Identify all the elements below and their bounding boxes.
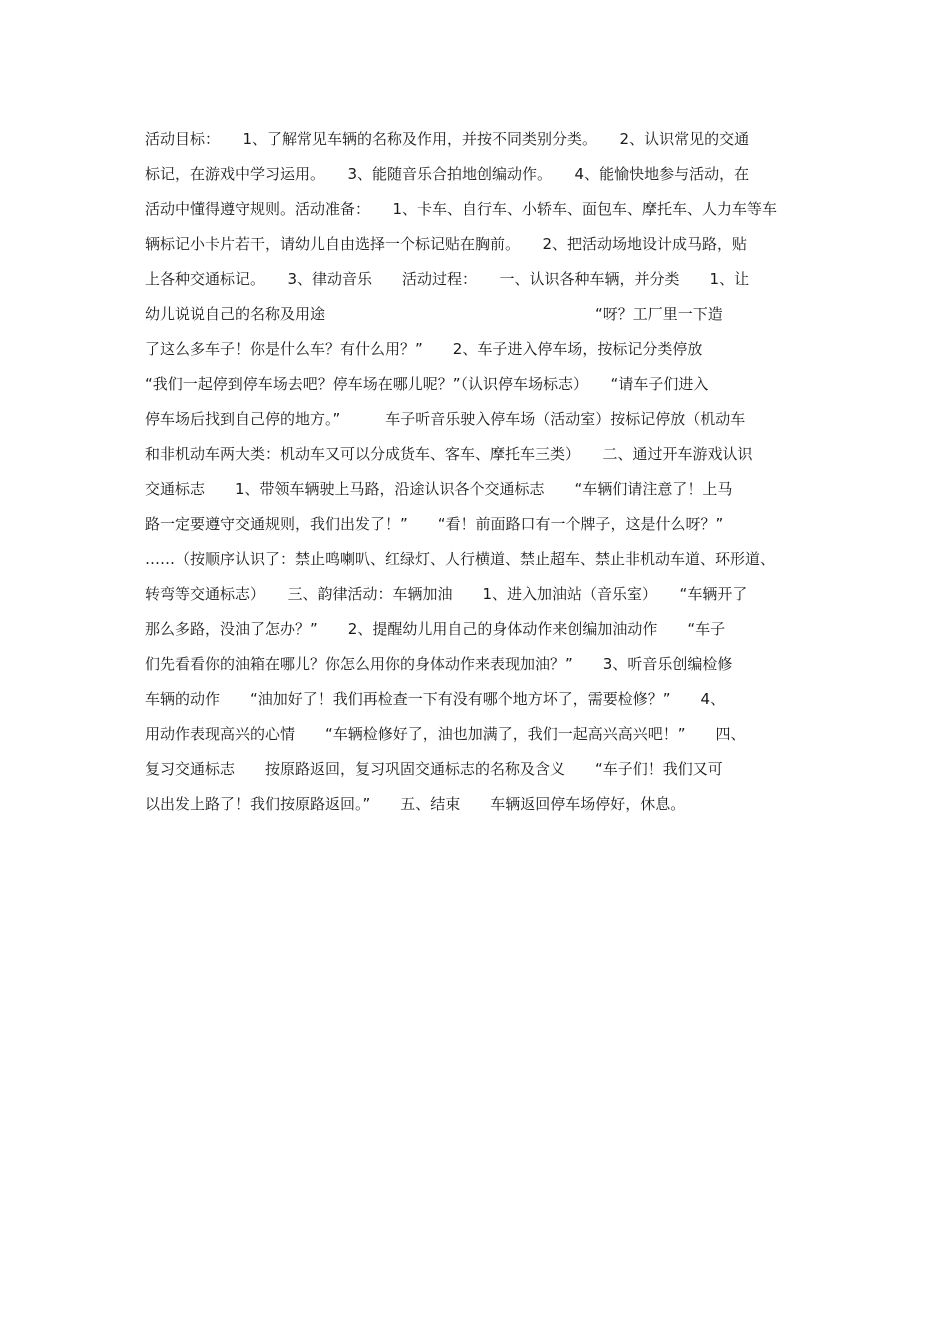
text-line: 转弯等交通标志） 三、韵律活动：车辆加油 1、进入加油站（音乐室） “车辆开了: [145, 585, 748, 603]
text-line: 标记，在游戏中学习运用。 3、能随音乐合拍地创编动作。 4、能愉快地参与活动，在: [145, 165, 750, 183]
text-line: 辆标记小卡片若干，请幼儿自由选择一个标记贴在胸前。 2、把活动场地设计成马路，贴: [145, 235, 748, 253]
text-line: 复习交通标志 按原路返回，复习巩固交通标志的名称及含义 “车子们！我们又可: [145, 760, 723, 778]
text-line: 活动目标： 1、了解常见车辆的名称及作用，并按不同类别分类。 2、认识常见的交通: [145, 130, 750, 148]
text-line: “我们一起停到停车场去吧？停车场在哪儿呢？”（认识停车场标志） “请车子们进入: [145, 375, 709, 393]
text-line: 和非机动车两大类：机动车又可以分成货车、客车、摩托车三类） 二、通过开车游戏认识: [145, 445, 753, 463]
text-line: 以出发上路了！我们按原路返回。” 五、结束 车辆返回停车场停好，休息。: [145, 795, 686, 813]
text-line: 用动作表现高兴的心情 “车辆检修好了，油也加满了，我们一起高兴高兴吧！” 四、: [145, 725, 746, 743]
text-line: 那么多路，没油了怎办？” 2、提醒幼儿用自己的身体动作来创编加油动作 “车子: [145, 620, 726, 638]
text-line: 交通标志 1、带领车辆驶上马路，沿途认识各个交通标志 “车辆们请注意了！上马: [145, 480, 733, 498]
text-line: 们先看看你的油箱在哪儿？你怎么用你的身体动作来表现加油？” 3、听音乐创编检修: [145, 655, 733, 673]
text-line: ……（按顺序认识了：禁止鸣喇叭、红绿灯、人行横道、禁止超车、禁止非机动车道、环形道、: [145, 550, 776, 568]
text-line: 上各种交通标记。 3、律动音乐 活动过程： 一、认识各种车辆，并分类 1、让: [145, 270, 750, 288]
text-line: 路一定要遵守交通规则，我们出发了！” “看！前面路口有一个牌子，这是什么呀？”: [145, 515, 724, 533]
text-line: 停车场后找到自己停的地方。” 车子听音乐驶入停车场（活动室）按标记停放（机动车: [145, 410, 746, 428]
text-line: 了这么多车子！你是什么车？有什么用？” 2、车子进入停车场，按标记分类停放: [145, 340, 703, 358]
text-line: 幼儿说说自己的名称及用途 “呀？工厂里一下造: [145, 305, 723, 323]
text-line: 活动中懂得遵守规则。活动准备： 1、卡车、自行车、小轿车、面包车、摩托车、人力车等车: [145, 200, 778, 218]
text-line: 车辆的动作 “油加好了！我们再检查一下有没有哪个地方坏了，需要检修？” 4、: [145, 690, 726, 708]
activity-plan-text: [145, 122, 825, 822]
